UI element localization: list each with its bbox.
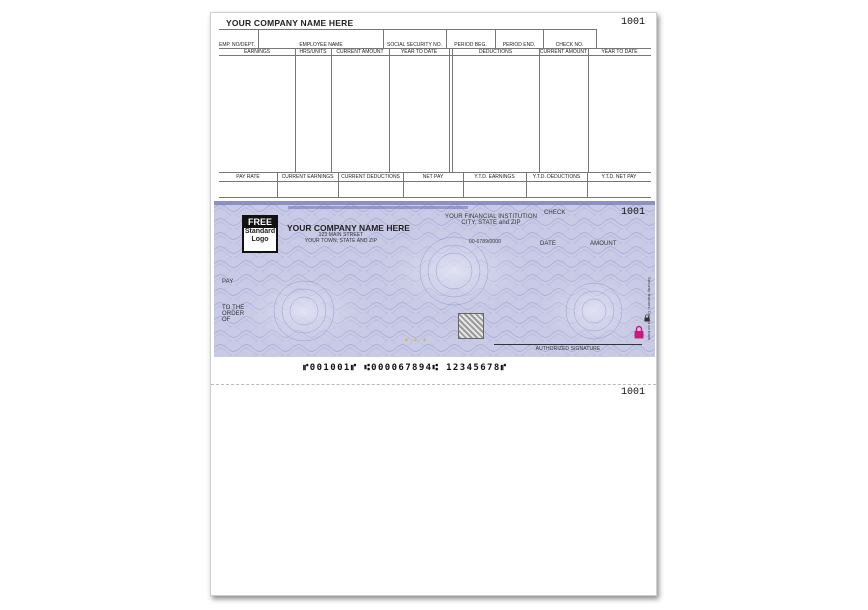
check-address-line1: 123 MAIN STREET xyxy=(318,232,364,238)
hdr-period-end: PERIOD END. xyxy=(502,42,536,48)
company-logo xyxy=(242,215,278,253)
hdr-year-to-date: YEAR TO DATE xyxy=(400,49,438,55)
hdr-ded-current-amount: CURRENT AMOUNT xyxy=(539,49,588,55)
hdr-check-no: CHECK NO. xyxy=(555,42,584,48)
hdr-hrs-units: HRS/UNITS xyxy=(299,49,327,55)
hdr-current-amount: CURRENT AMOUNT xyxy=(336,49,384,55)
security-note: Security features. Details on back. xyxy=(647,277,652,342)
stub-check-number: 1001 xyxy=(621,17,646,28)
hdr-net-pay: NET PAY xyxy=(422,174,444,180)
padlock-icon xyxy=(634,325,643,337)
hologram-icon xyxy=(458,313,484,339)
hdr-deductions: DEDUCTIONS xyxy=(478,49,513,55)
logo-logo-text: Logo xyxy=(251,236,269,243)
signature-line xyxy=(494,344,642,345)
of-label: OF xyxy=(222,317,231,323)
hdr-ytd-net-pay: Y.T.D. NET PAY xyxy=(601,174,637,180)
fraction-routing: 00-6789/0000 xyxy=(469,239,502,245)
bottom-stub-check-number: 1001 xyxy=(621,387,646,398)
hdr-employee-name: EMPLOYEE NAME xyxy=(299,42,343,48)
check-face xyxy=(214,201,655,357)
stub-company-name: YOUR COMPANY NAME HERE xyxy=(226,18,354,28)
order-label: ORDER xyxy=(222,311,245,317)
gold-stars-icon: ✦✦✦ xyxy=(404,338,432,344)
authorized-signature-label: AUTHORIZED SIGNATURE xyxy=(535,346,601,352)
hdr-earnings: EARNINGS xyxy=(243,49,271,55)
hdr-ssn: SOCIAL SECURITY NO. xyxy=(386,42,442,48)
hdr-period-beg: PERIOD BEG. xyxy=(454,42,487,48)
check-label: CHECK xyxy=(544,210,566,216)
hdr-current-earnings: CURRENT EARNINGS xyxy=(281,174,334,180)
logo-standard-text: Standard xyxy=(244,228,276,235)
hdr-emp-no: EMP. NO/DEPT. xyxy=(219,42,256,48)
check-sheet xyxy=(210,12,657,596)
check-address-line2: YOUR TOWN, STATE AND ZIP xyxy=(304,238,378,244)
hdr-ytd-deductions: Y.T.D. DEDUCTIONS xyxy=(532,174,581,180)
logo-free-text: FREE xyxy=(244,217,276,228)
micr-line: ⑈001001⑈ ⑆000067894⑆ 12345678⑈ xyxy=(303,363,508,373)
check-number: 1001 xyxy=(621,207,646,218)
pay-label: PAY xyxy=(222,279,234,285)
date-label: DATE xyxy=(540,241,556,247)
to-the-label: TO THE xyxy=(222,305,245,311)
perforation-line xyxy=(211,384,656,385)
bank-name: YOUR FINANCIAL INSTITUTION xyxy=(444,214,538,220)
amount-label: AMOUNT xyxy=(590,241,617,247)
bank-city: CITY, STATE and ZIP xyxy=(461,220,521,226)
check-company-name: YOUR COMPANY NAME HERE xyxy=(287,223,410,233)
stub-rule xyxy=(219,29,596,30)
hdr-current-deductions: CURRENT DEDUCTIONS xyxy=(341,174,400,180)
security-pattern xyxy=(214,201,655,357)
hdr-ded-year-to-date: YEAR TO DATE xyxy=(601,49,638,55)
hdr-ytd-earnings: Y.T.D. EARNINGS xyxy=(474,174,515,180)
hdr-pay-rate: PAY RATE xyxy=(236,174,260,180)
